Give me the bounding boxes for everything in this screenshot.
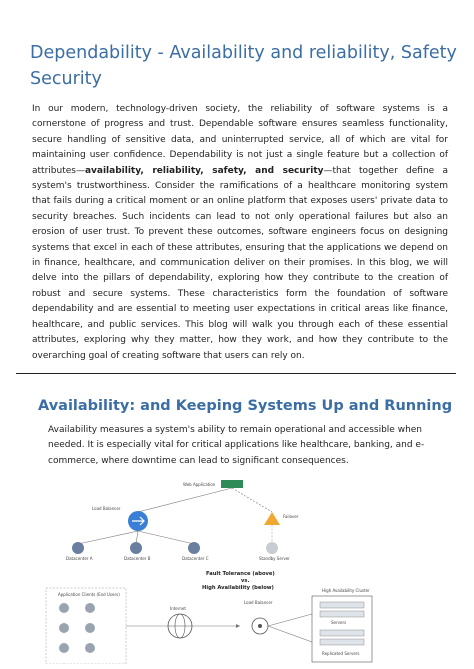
load-balancer-label: Load Balancer [92,506,121,511]
intro-paragraph [32,102,448,364]
servers-label: Servers [331,620,347,625]
user-icon [59,603,69,613]
failover-label: Failover [283,514,299,519]
datacenter-c-icon [188,542,200,554]
link-lb-c [138,531,194,544]
link-lb-a [78,531,138,544]
client-users [59,603,95,653]
caption-line-3: High Availability (below) [202,585,274,591]
standby-server-label: Standby Server [259,556,290,561]
availability-diagram [36,474,456,664]
user-icon [59,643,69,653]
ha-cluster-label: High Availability Cluster [322,588,370,593]
availability-figure [36,474,456,664]
link-lb-cluster-1 [268,614,312,626]
server-icon [320,639,364,645]
datacenter-c-label: Datacenter C [182,556,209,561]
arrow-head [236,624,240,628]
link-lb-cluster-2 [268,626,312,642]
section-divider [16,373,456,374]
user-icon [85,643,95,653]
replicated-servers-label: Replicated Servers [322,651,360,656]
server-icon [320,611,364,617]
ha-load-balancer-core [258,624,262,628]
server-icon [320,630,364,636]
datacenter-a-icon [72,542,84,554]
warning-icon [264,512,280,525]
ha-load-balancer-label: Load Balancer [244,600,273,605]
user-icon [59,623,69,633]
clients-label: Application Clients (End Users) [58,592,120,597]
section-heading: Availability: and Keeping Systems Up and Running [38,398,453,414]
link-web-lb [138,488,232,512]
datacenter-b-icon [130,542,142,554]
caption-line-2: vs. [241,578,250,584]
web-app-icon [221,480,243,488]
datacenter-a-label: Datacenter A [66,556,93,561]
intro-text-before: In our modern, technology-driven society, the reliability of software systems is a cornerstone of progress and trust. Dependable software ensures seamless functionality, secure handling of sensitive data, and uninterrupted service, all of which are vital for maintaining user confidence. Dependability is not just a single feature but a collection of attributes— [32,104,448,176]
server-icon [320,602,364,608]
intro-text-after: —that together define a system's trustworthiness. Consider the ramifications of a healthcare monitoring system that fails during a critical moment or an online platform that exposes users' private data to security breaches. Such incidents can lead to not only operational failures but also an erosion of user trust. To prevent these outcomes, software engineers focus on designing systems that excel in each of these attributes, ensuring that the applications we depend on in finance, healthcare, and communication deliver on their promises. In this blog, we will delve into the pillars of dependability, exploring how they contribute to the creation of robust and secure systems. These characteristics form the foundation of software dependability and are essential to meeting user expectations in critical areas like finance, healthcare, and public services. This blog will walk you through each of these essential attributes, exploring why they matter, how they work, and how they contribute to the overarching goal of creating software that users can rely on. [32,165,448,361]
link-web-failover [232,488,272,512]
section-paragraph: Availability measures a system's ability to remain operational and accessible when needed. It is especially vital for critical applications like healthcare, banking, and e-commerce, where downtime can lead to significant consequences. [48,425,425,466]
user-icon [85,603,95,613]
standby-server-icon [266,542,278,554]
user-icon [85,623,95,633]
intro-text-bold: availability, reliability, safety, and security [84,165,324,176]
internet-label: Internet [170,606,186,611]
caption-line-1: Fault Tolerance (above) [206,571,275,577]
datacenter-b-label: Datacenter B [124,556,151,561]
page-title: Dependability - Availability and reliability, Safety Security [30,43,457,89]
web-app-label: Web Application [183,482,216,487]
